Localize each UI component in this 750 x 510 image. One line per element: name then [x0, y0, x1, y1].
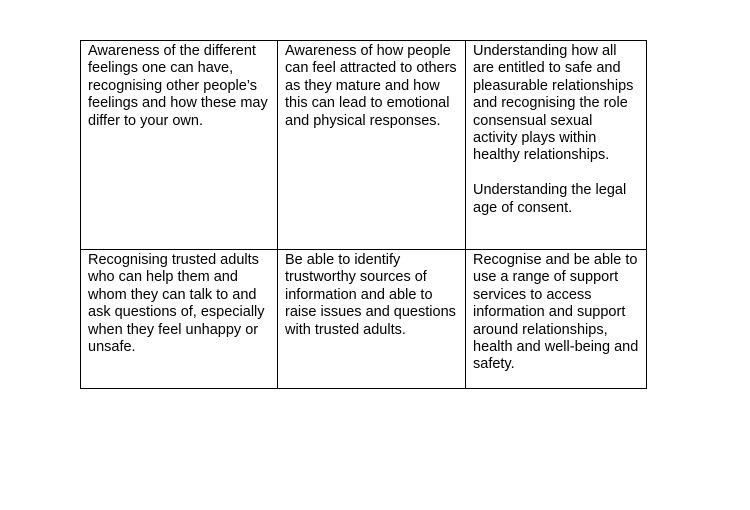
table-cell-support-services [466, 250, 647, 389]
table-cell-trustworthy-sources [278, 250, 466, 389]
table-row [81, 250, 647, 389]
cell-text: Awareness of the different feelings one can have, recognising other people’s feelings and how these may differ to your own. [88, 43, 268, 129]
learning-outcomes-table [80, 40, 647, 389]
cell-text: Recognising trusted adults who can help them and whom they can talk to and ask questions of, especially when they feel unhappy or unsafe. [88, 252, 265, 356]
cell-text: Be able to identify trustworthy sources of information and able to raise issues and questions with trusted adults. [285, 252, 456, 338]
cell-text: Recognise and be able to use a range of support services to access information and support around relationships, health and well-being and safety. [473, 252, 639, 373]
table-cell-relationships [466, 41, 647, 250]
paragraph-gap [473, 165, 640, 182]
table-cell-trusted-adults [81, 250, 278, 389]
table-row [81, 41, 647, 250]
cell-text: Awareness of how people can feel attracted to others as they mature and how this can lead to emotional and physical responses. [285, 43, 457, 129]
table-cell-attraction [278, 41, 466, 250]
table-cell-feelings [81, 41, 278, 250]
cell-text: Understanding how all are entitled to safe and pleasurable relationships and recognising the role consensual sexual activity plays within healthy relationships. [473, 43, 634, 164]
cell-text: Understanding the legal age of consent. [473, 182, 627, 216]
